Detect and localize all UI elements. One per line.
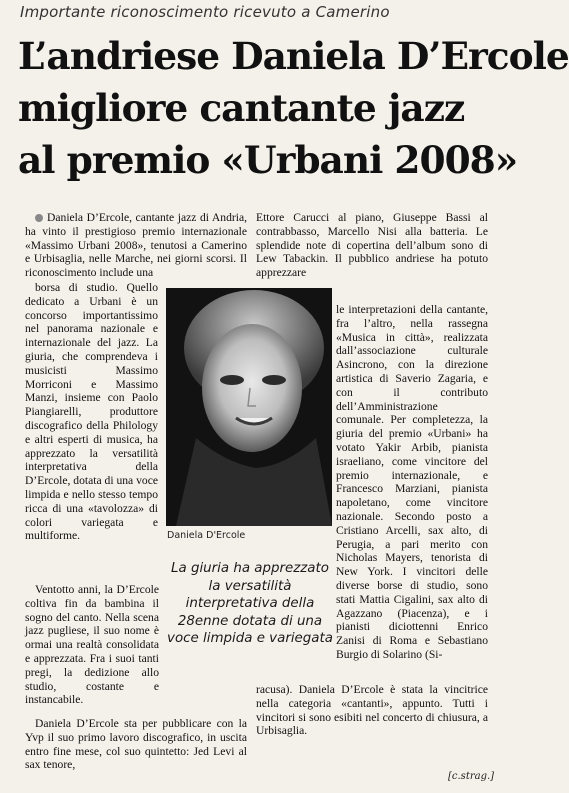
- portrait-photo: [166, 288, 332, 526]
- headline-line-1: L’andriese Daniela D’Ercole: [18, 34, 569, 78]
- body-text: Ventotto anni, la D’Ercole coltiva fin da bambina il sogno del canto. Nella scena jazz pugliese, il suo nome è ormai una realtà consolidata e apprezzata. Fra i suoi tanti pregi, la dedizione allo studio, costante e instancabile.: [25, 583, 159, 707]
- body-text: borsa di studio. Quello dedicato a Urbani è un concorso importantissimo nel panorama nazionale e internazionale del jazz. La giuria, che comprendeva i musicisti Massimo Morriconi e Massimo Manzi, insieme con Paolo Piangiarelli, produttore discografico della Philology e altri esperti di musica, ha apprezzato la versatilità interpretativa della D’Ercole, dotata di una voce limpida e nello stesso tempo ricca di una «tavolozza» di colori variegata e multiforme.: [25, 281, 158, 543]
- bullet-icon: [35, 214, 43, 222]
- headline-line-3: al premio «Urbani 2008»: [18, 138, 518, 182]
- body-text: Daniela D’Ercole sta per pubblicare con la Yvp il suo primo lavoro discografico, in uscita entro fine mese, col suo quintetto: Jed Levi al sax tenore,: [25, 717, 247, 772]
- body-column-1-narrow: [25, 281, 158, 543]
- body-column-2-top: [256, 211, 488, 280]
- portrait-image: [166, 288, 332, 526]
- body-column-1-bottom: [25, 717, 247, 772]
- pull-quote: La giuria ha apprezzato la versatilità interpretativa della 28enne dotata di una voce limpida e variegata: [167, 561, 333, 647]
- photo-caption: Daniela D'Ercole: [167, 530, 246, 541]
- headline-line-2: migliore cantante jazz: [18, 86, 465, 130]
- body-text: le interpretazioni della cantante, fra l’altro, nella rassegna «Musica in città», realizzata dall’associazione culturale Asincrono, con la direzione artistica di Saverio Zagaria, e con il contributo dell’Amministrazione comunale. Per completezza, la giuria del premio «Urbani» ha votato Yakir Arbib, pianista israeliano, come vincitore del premio internazionale, e Francesco Marziani, pianista napoletano, come vincitore nazionale. Secondo posto a Cristiano Arcelli, sax alto, di Perugia, a pari merito con Nicholas Mayers, tenorista di New York. I vincitori delle diverse borse di studio, sono stati Mattia Cigalini, sax alto di Agazzano (Piacenza), e i pianisti diciottenni Enrico Zanisi di Roma e Sebastiano Burgio di Solarino (Si-: [336, 303, 488, 661]
- body-column-2-narrow: [336, 303, 488, 662]
- author-credit: [c.strag.]: [448, 771, 495, 782]
- body-text: Daniela D’Ercole, cantante jazz di Andria, ha vinto il prestigioso premio internazionale «Massimo Urbani 2008», tenutosi a Camerino e Urbisaglia, nelle Marche, nei giorni scorsi. Il riconoscimento include una: [25, 211, 247, 280]
- article-headline: [18, 30, 569, 186]
- body-column-1-below: [25, 583, 159, 707]
- body-column-1-intro: [25, 211, 247, 280]
- body-column-2-bottom: [256, 683, 488, 738]
- body-text: Ettore Carucci al piano, Giuseppe Bassi al contrabbasso, Marcello Nisi alla batteria. Le splendide note di copertina dell’album sono di Lew Tabackin. Il pubblico andriese ha potuto apprezzare: [256, 211, 488, 280]
- article-kicker: Importante riconoscimento ricevuto a Camerino: [20, 3, 390, 21]
- body-text: racusa). Daniela D’Ercole è stata la vincitrice nella categoria «cantanti», appunto. Tutti i vincitori si sono esibiti nel concerto di chiusura, a Urbisaglia.: [256, 683, 488, 738]
